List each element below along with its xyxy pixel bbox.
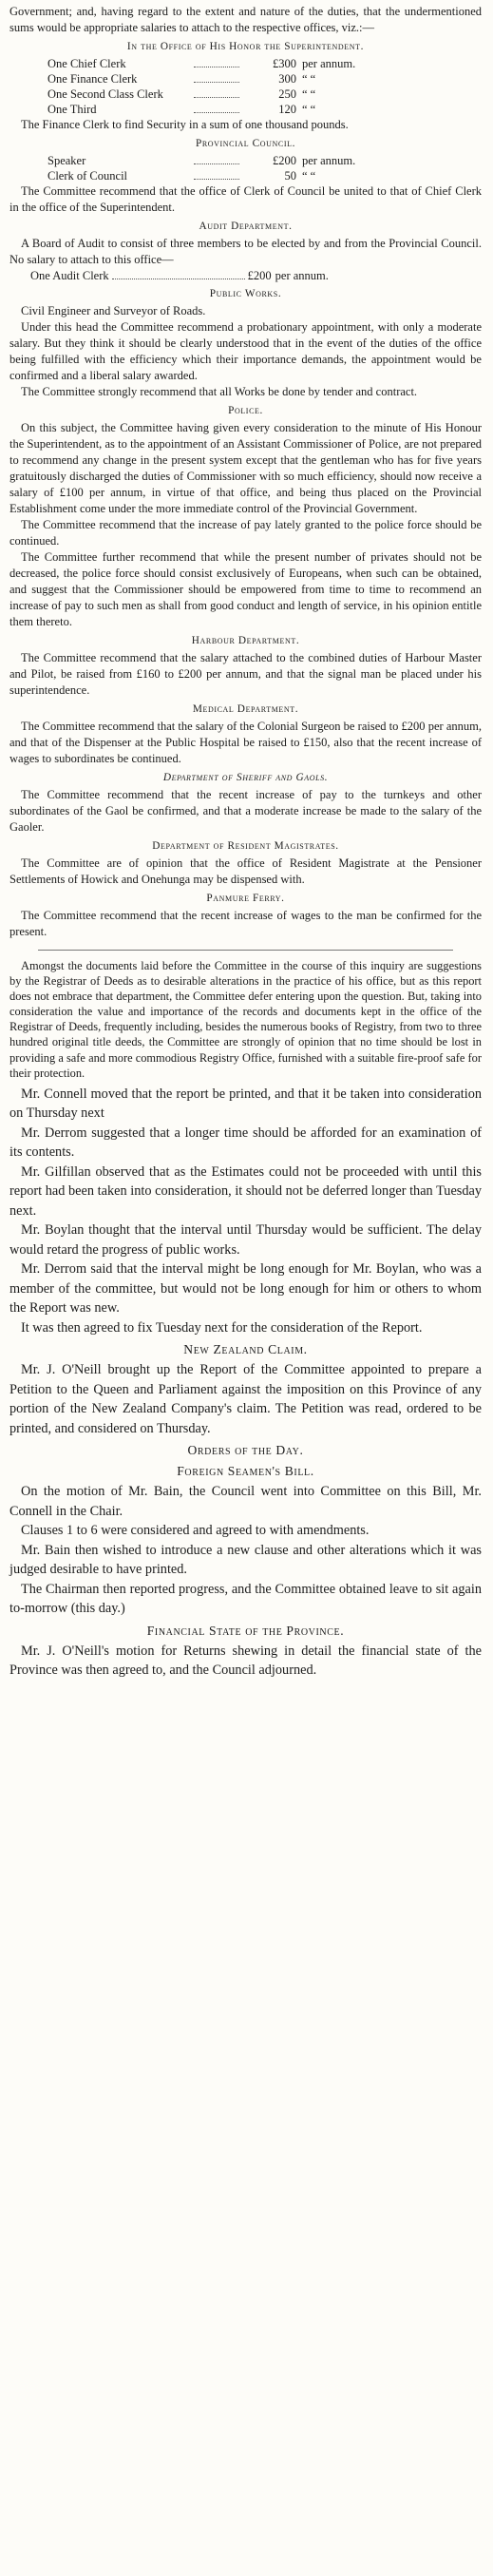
paragraph: The Chairman then reported progress, and the Committee obtained leave to sit again to-morrow (this day.) — [9, 1581, 482, 1617]
sheriff-section — [9, 769, 482, 836]
salary-label: Clerk of Council — [47, 169, 128, 183]
council-recommendation: The Committee recommend that the office of Clerk of Council be united to that of Chief Clerk in the office of the Superintendent. — [9, 184, 482, 214]
salary-amount: 50 — [284, 169, 296, 183]
debate-paragraph: Mr. Connell moved that the report be printed, and that it be taken into consideration on Thursday next — [9, 1086, 482, 1122]
salary-label: One Chief Clerk — [47, 57, 126, 70]
section-heading: Police. — [228, 405, 263, 416]
medical-section — [9, 701, 482, 767]
salary-label: Speaker — [47, 154, 86, 167]
salary-unit: per annum. — [275, 269, 329, 282]
paragraph: Clauses 1 to 6 were considered and agreed to with amendments. — [21, 1523, 370, 1539]
salary-amount: 250 — [278, 87, 296, 101]
dotted-leader — [194, 112, 239, 113]
salary-unit: “ “ — [302, 72, 316, 86]
salary-unit: “ “ — [302, 103, 316, 116]
police-section — [9, 402, 482, 630]
paragraph: Under this head the Committee recommend a probationary appointment, with only a moderate salary. But they think it should be clearly understood that in the event of the duties of the office being fulfilled with the efficiency which their importance demands, the appointment would be confirmed and a liberal salary awarded. — [9, 320, 482, 382]
section-heading: Provincial Council. — [195, 138, 296, 149]
section-heading: Medical Department. — [192, 703, 299, 715]
salary-row — [9, 168, 482, 183]
nz-claim-section — [9, 1339, 482, 1438]
paragraph: The Committee further recommend that while the present number of privates should not be decreased, the police force should consist exclusively of Europeans, when such can be obtained, and suggest that the Commissioner should be empowered from time to time to recommend an increase of pay to such men as shall from good conduct and length of service, in his opinion entitle them thereto. — [9, 550, 482, 628]
paragraph: The Committee strongly recommend that all Works be done by tender and contract. — [21, 385, 418, 398]
debate-paragraph: Mr. Derrom said that the interval might be long enough for Mr. Boylan, who was a member of the committee, but would not be long enough for him or others to whom the Report was new. — [9, 1261, 482, 1317]
dotted-leader — [194, 82, 239, 83]
section-heading: In the Office of His Honor the Superintendent. — [126, 41, 365, 52]
debate-paragraph: Mr. Derrom suggested that a longer time should be afforded for an examination of its contents. — [9, 1125, 482, 1161]
dotted-leader — [194, 97, 239, 98]
debate-paragraph: Mr. Gilfillan observed that as the Estimates could not be proceeded with until this report had been taken into consideration, it should not be deferred longer than Tuesday next. — [9, 1163, 482, 1219]
paragraph: On this subject, the Committee having given every consideration to the minute of His Honour the Superintendent, as to the appointment of an Assistant Commissioner of Police, are not prepared to recommend any change in the present system except that the gentleman who has for five years gratuitously discharged the duties of Commissioner with so much efficiency, should now receive a salary of £100 per annum, in virtue of that office, and being thus placed on the Provincial Establishment come under the more immediate control of the Provincial Government. — [9, 421, 482, 515]
paragraph: Mr. Bain then wished to introduce a new clause and other alterations which it was judged desirable to have printed. — [9, 1542, 482, 1578]
section-divider — [38, 950, 453, 951]
paragraph: The Committee recommend that the increase of pay lately granted to the police force should be continued. — [9, 518, 482, 548]
salary-label: One Finance Clerk — [47, 72, 138, 86]
audit-text: A Board of Audit to consist of three members to be elected by and from the Provincial Council. No salary to attach to this office— — [9, 237, 482, 266]
debate-paragraph: Mr. Boylan thought that the interval until Thursday would be sufficient. The delay would retard the progress of public works. — [9, 1222, 482, 1258]
superintendent-office-section — [9, 38, 482, 133]
section-heading: Panmure Ferry. — [206, 893, 285, 904]
section-heading: Orders of the Day. — [187, 1443, 304, 1458]
salary-amount: £300 — [273, 57, 296, 70]
security-note: The Finance Clerk to find Security in a sum of one thousand pounds. — [21, 118, 349, 131]
salary-row — [9, 87, 482, 102]
paragraph: The Committee recommend that the recent increase of pay to the turnkeys and other subordinates of the Gaol be confirmed, and that a moderate increase be made to the salary of the Gaoler. — [9, 788, 482, 834]
salary-list — [9, 56, 482, 117]
financial-section — [9, 1621, 482, 1681]
salary-row — [9, 268, 482, 283]
magistrates-section — [9, 837, 482, 888]
dotted-leader — [194, 163, 239, 164]
section-heading: Audit Department. — [199, 221, 293, 232]
debate-paragraph: It was then agreed to fix Tuesday next for the consideration of the Report. — [21, 1319, 423, 1336]
deeds-note: Amongst the documents laid before the Committee in the course of this inquiry are suggestions by the Registrar of Deeds as to desirable alterations in the practice of his office, but as this report does not embrace that department, the Committee defer entering upon the question. But, taking into consideration the value and importance of the records and documents kept in the office of the Registrar of Deeds, frequently including, besides the numerous books of Registry, from two to three hundred original title deeds, the Committee are strongly of opinion that no time should be lost in providing a safe and more commodious Registry Office, furnished with a suitable fire-proof safe for their protection. — [9, 959, 482, 1080]
dotted-leader — [112, 268, 245, 279]
paragraph: The Committee recommend that the recent increase of wages to the man be confirmed for the present. — [9, 909, 482, 938]
subheading: Civil Engineer and Surveyor of Roads. — [21, 304, 206, 317]
salary-amount: 300 — [278, 72, 296, 86]
paragraph: The Committee recommend that the salary attached to the combined duties of Harbour Master and Pilot, be raised from £160 to £200 per annum, and that the signal man be placed under his superintendence. — [9, 651, 482, 697]
provincial-council-section — [9, 135, 482, 216]
paragraph: Mr. J. O'Neill's motion for Returns shewing in detail the financial state of the Province was then agreed to, and the Council adjourned. — [9, 1643, 482, 1679]
ferry-section — [9, 890, 482, 940]
harbour-section — [9, 632, 482, 699]
dotted-leader — [194, 179, 239, 180]
salary-unit: per annum. — [302, 57, 356, 70]
paragraph: Mr. J. O'Neill brought up the Report of the Committee appointed to prepare a Petition to the Queen and Parliament against the imposition on this Province of any portion of the New Zealand Company's claim. The Petition was read, ordered to be printed, and considered on Thursday. — [9, 1362, 482, 1436]
paragraph: On the motion of Mr. Bain, the Council went into Committee on this Bill, Mr. Connell in the Chair. — [9, 1484, 482, 1519]
section-heading: Department of Resident Magistrates. — [152, 840, 339, 852]
salary-row — [9, 56, 482, 71]
salary-unit: per annum. — [302, 154, 356, 167]
orders-section — [9, 1440, 482, 1619]
intro-text: Government; and, having regard to the extent and nature of the duties, that the undermentioned sums would be appropriate salaries to attach to the respective offices, viz.:— — [9, 5, 482, 34]
salary-row — [9, 71, 482, 87]
section-heading: New Zealand Claim. — [183, 1342, 308, 1357]
section-heading: Harbour Department. — [191, 635, 300, 646]
salary-label: One Audit Clerk — [30, 269, 109, 282]
debate-section — [9, 1085, 482, 1338]
salary-amount: £200 — [273, 154, 296, 167]
salary-label: One Second Class Clerk — [47, 87, 163, 101]
paragraph: The Committee recommend that the salary of the Colonial Surgeon be raised to £200 per annum, and that of the Dispenser at the Public Hospital be raised to £150, also that the recent increase of wages to subordinates be continued. — [9, 720, 482, 765]
salary-row — [9, 102, 482, 117]
salary-label: One Third — [47, 103, 97, 116]
paragraph: The Committee are of opinion that the office of Resident Magistrate at the Pensioner Settlements of Howick and Onehunga may be dispensed with. — [9, 856, 482, 886]
salary-unit: “ “ — [302, 87, 316, 101]
salary-amount: 120 — [278, 103, 296, 116]
audit-section — [9, 218, 482, 283]
section-heading: Department of Sheriff and Gaols. — [162, 772, 329, 783]
public-works-section — [9, 285, 482, 400]
section-heading: Financial State of the Province. — [146, 1623, 345, 1638]
salary-row — [9, 153, 482, 168]
salary-amount: £200 — [247, 269, 272, 282]
section-heading: Public Works. — [209, 288, 282, 299]
salary-unit: “ “ — [302, 169, 316, 183]
subheading: Foreign Seamen's Bill. — [177, 1464, 314, 1479]
